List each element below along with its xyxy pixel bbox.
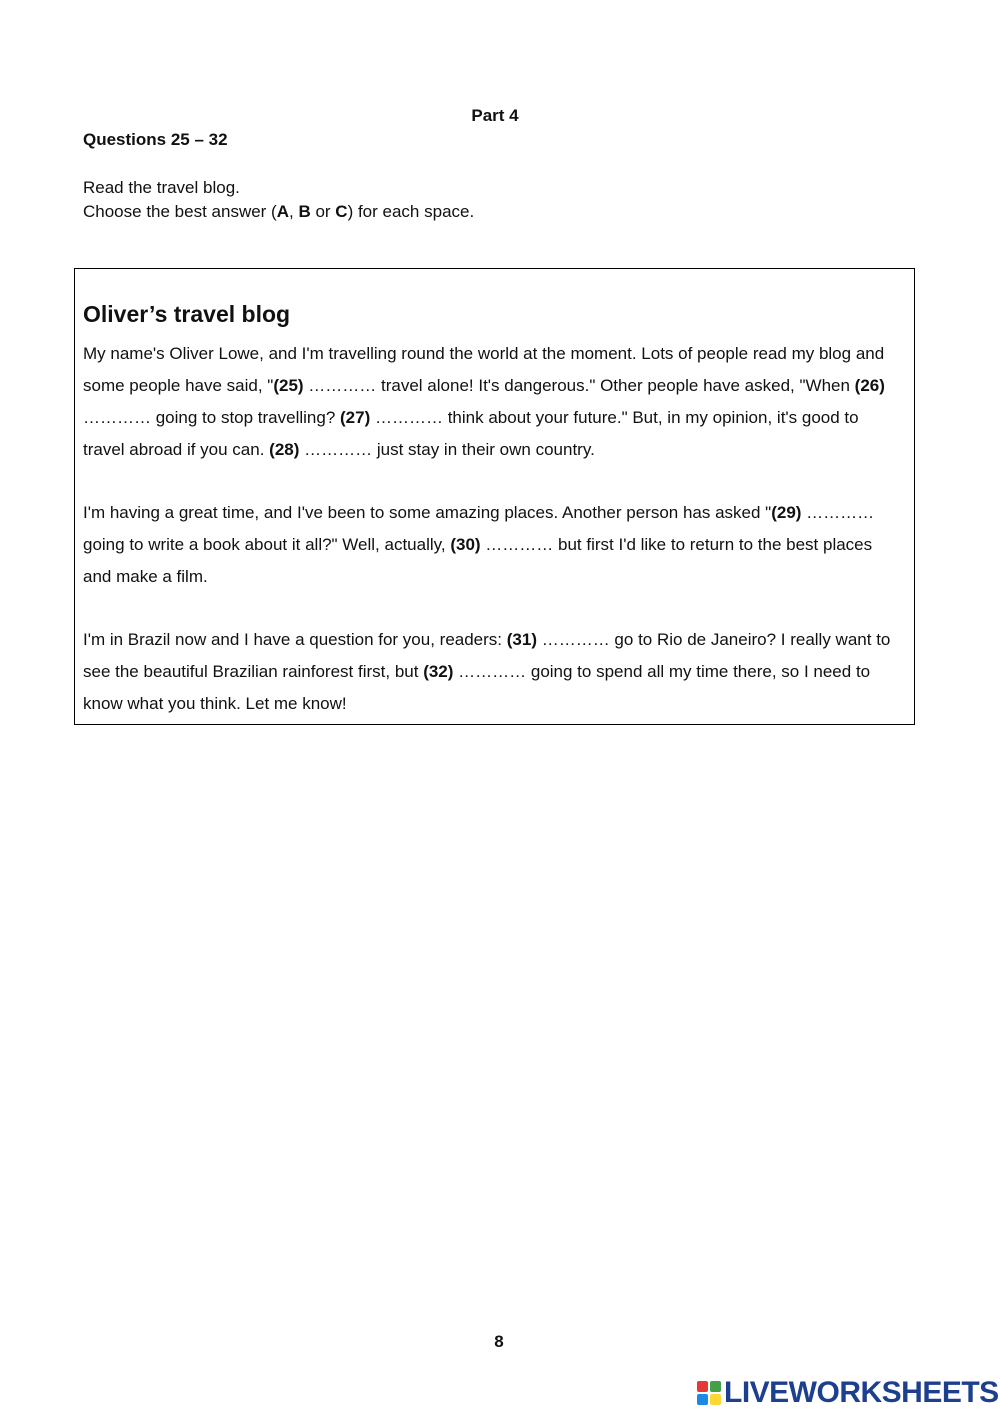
blog-paragraph-2 [83,497,903,593]
gap-27[interactable]: (27) [340,408,371,427]
instruction-line-1: Read the travel blog. [83,178,240,197]
page-number: 8 [494,1332,504,1351]
gap-28[interactable]: (28) [269,440,300,459]
gap-30[interactable]: (30) [450,535,481,554]
badge-square-red [697,1381,708,1392]
instructions [83,176,474,224]
liveworksheets-wordmark: LIVEWORKSHEETS [724,1376,999,1409]
instruction-text: Choose the best answer ( [83,202,277,221]
option-b: B [298,202,311,221]
gap-32[interactable]: (32) [423,662,454,681]
paragraph-text: ………… travel alone! It's dangerous." Other people have asked, "When [303,376,855,395]
badge-square-yellow [710,1394,721,1405]
questions-heading: Questions 25 – 32 [83,130,228,149]
blog-title: Oliver’s travel blog [83,301,291,327]
paragraph-text: My name's Oliver Lowe, and I'm travelling round the world at the moment. Lots of people read my blog and some people have said, " [83,344,885,395]
instruction-text: or [310,202,336,221]
instruction-text: , [289,202,299,221]
paragraph-text: ………… but first I'd like to return to the best places and make a film. [83,535,873,586]
paragraph-text: I'm in Brazil now and I have a question for you, readers: [83,630,507,649]
instruction-line-2 [83,200,474,224]
paragraph-text: ………… go to Rio de Janeiro? I really want to see the beautiful Brazilian rainforest first, but [83,630,891,681]
blog-paragraph-1 [83,338,903,466]
gap-31[interactable]: (31) [506,630,537,649]
gap-25[interactable]: (25) [273,376,304,395]
part-title: Part 4 [471,106,519,125]
paragraph-text: ………… just stay in their own country. [299,440,595,459]
paragraph-text: I'm having a great time, and I've been to some amazing places. Another person has asked " [83,503,772,522]
paragraph-text: ………… think about your future." But, in my opinion, it's good to travel abroad if you can. [83,408,859,459]
paragraph-text: ………… going to stop travelling? [83,408,341,427]
gap-29[interactable]: (29) [771,503,802,522]
paragraph-text: ………… going to spend all my time there, so I need to know what you think. Let me know! [83,662,871,713]
option-c: C [335,202,348,221]
blog-paragraph-3 [83,624,903,720]
option-a: A [276,202,289,221]
liveworksheets-logo [697,1376,999,1410]
liveworksheets-badge-icon [697,1381,721,1405]
paragraph-text: ………… going to write a book about it all?" Well, actually, [83,503,875,554]
badge-square-blue [697,1394,708,1405]
instruction-text: ) for each space. [347,202,475,221]
badge-square-green [710,1381,721,1392]
gap-26[interactable]: (26) [854,376,885,395]
